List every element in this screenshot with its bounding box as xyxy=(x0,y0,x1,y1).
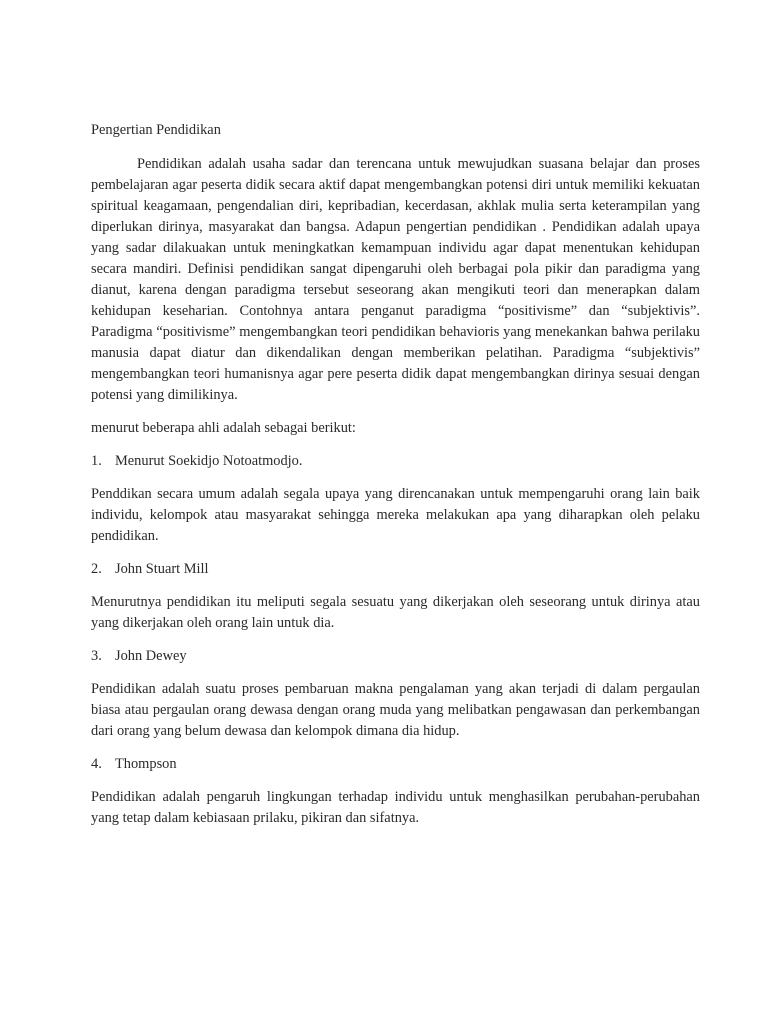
experts-lead: menurut beberapa ahli adalah sebagai berikut: xyxy=(91,420,356,436)
expert-heading-2 xyxy=(91,559,700,580)
expert-definition-1: Penddikan secara umum adalah segala upaya yang direncanakan untuk mempengaruhi orang lain baik individu, kelompok atau masyarakat sehingga mereka melakukan apa yang diharapkan oleh pelaku pendidikan. xyxy=(91,486,700,544)
list-number: 4. xyxy=(91,756,102,772)
document-title: Pengertian Pendidikan xyxy=(91,122,221,138)
expert-heading-1 xyxy=(91,451,700,472)
list-number: 2. xyxy=(91,561,102,577)
expert-name: Menurut Soekidjo Notoatmodjo. xyxy=(115,453,303,469)
expert-heading-3 xyxy=(91,646,700,667)
expert-name: Thompson xyxy=(115,756,177,772)
list-number: 3. xyxy=(91,648,102,664)
document-page xyxy=(91,120,700,841)
expert-definition-4: Pendidikan adalah pengaruh lingkungan terhadap individu untuk menghasilkan perubahan-perubahan yang tetap dalam kebiasaan prilaku, pikiran dan sifatnya. xyxy=(91,789,700,826)
expert-definition-2: Menurutnya pendidikan itu meliputi segala sesuatu yang dikerjakan oleh seseorang untuk dirinya atau yang dikerjakan oleh orang lain untuk dia. xyxy=(91,594,700,631)
intro-paragraph: Pendidikan adalah usaha sadar dan terencana untuk mewujudkan suasana belajar dan proses pembelajaran agar peserta didik secara aktif dapat mengembangkan potensi diri untuk memiliki kekuatan spiritual keagamaan, pengendalian diri, kepribadian, kecerdasan, akhlak mulia serta keterampilan yang diperlukan dirinya, masyarakat dan bangsa. Adapun pengertian pendidikan . Pendidikan adalah upaya yang sadar dilakuakan untuk meningkatkan kemampuan individu agar dapat menentukan kehidupan secara mandiri. Definisi pendidikan sangat dipengaruhi oleh berbagai pola pikir dan paradigma yang dianut, karena dengan paradigma tersebut seseorang akan mengikuti teori dan menerapkan dalam kehidupan keseharian. Contohnya antara penganut paradigma “positivisme” dan “subjektivis”. Paradigma “positivisme” mengembangkan teori pendidikan behavioris yang menekankan bahwa perilaku manusia dapat diatur dan dikendalikan dengan memberikan pelatihan. Paradigma “subjektivis” mengembangkan teori humanisnya agar pere peserta didik dapat mengembangkan dirinya sesuai dengan potensi yang dimilikinya. xyxy=(91,156,700,403)
expert-heading-4 xyxy=(91,754,700,775)
expert-name: John Dewey xyxy=(115,648,187,664)
list-number: 1. xyxy=(91,453,102,469)
expert-definition-3: Pendidikan adalah suatu proses pembaruan makna pengalaman yang akan terjadi di dalam pergaulan biasa atau pergaulan orang dewasa dengan orang muda yang melibatkan pengawasan dan perkembangan dari orang yang belum dewasa dan kelompok dimana dia hidup. xyxy=(91,681,700,739)
expert-name: John Stuart Mill xyxy=(115,561,209,577)
